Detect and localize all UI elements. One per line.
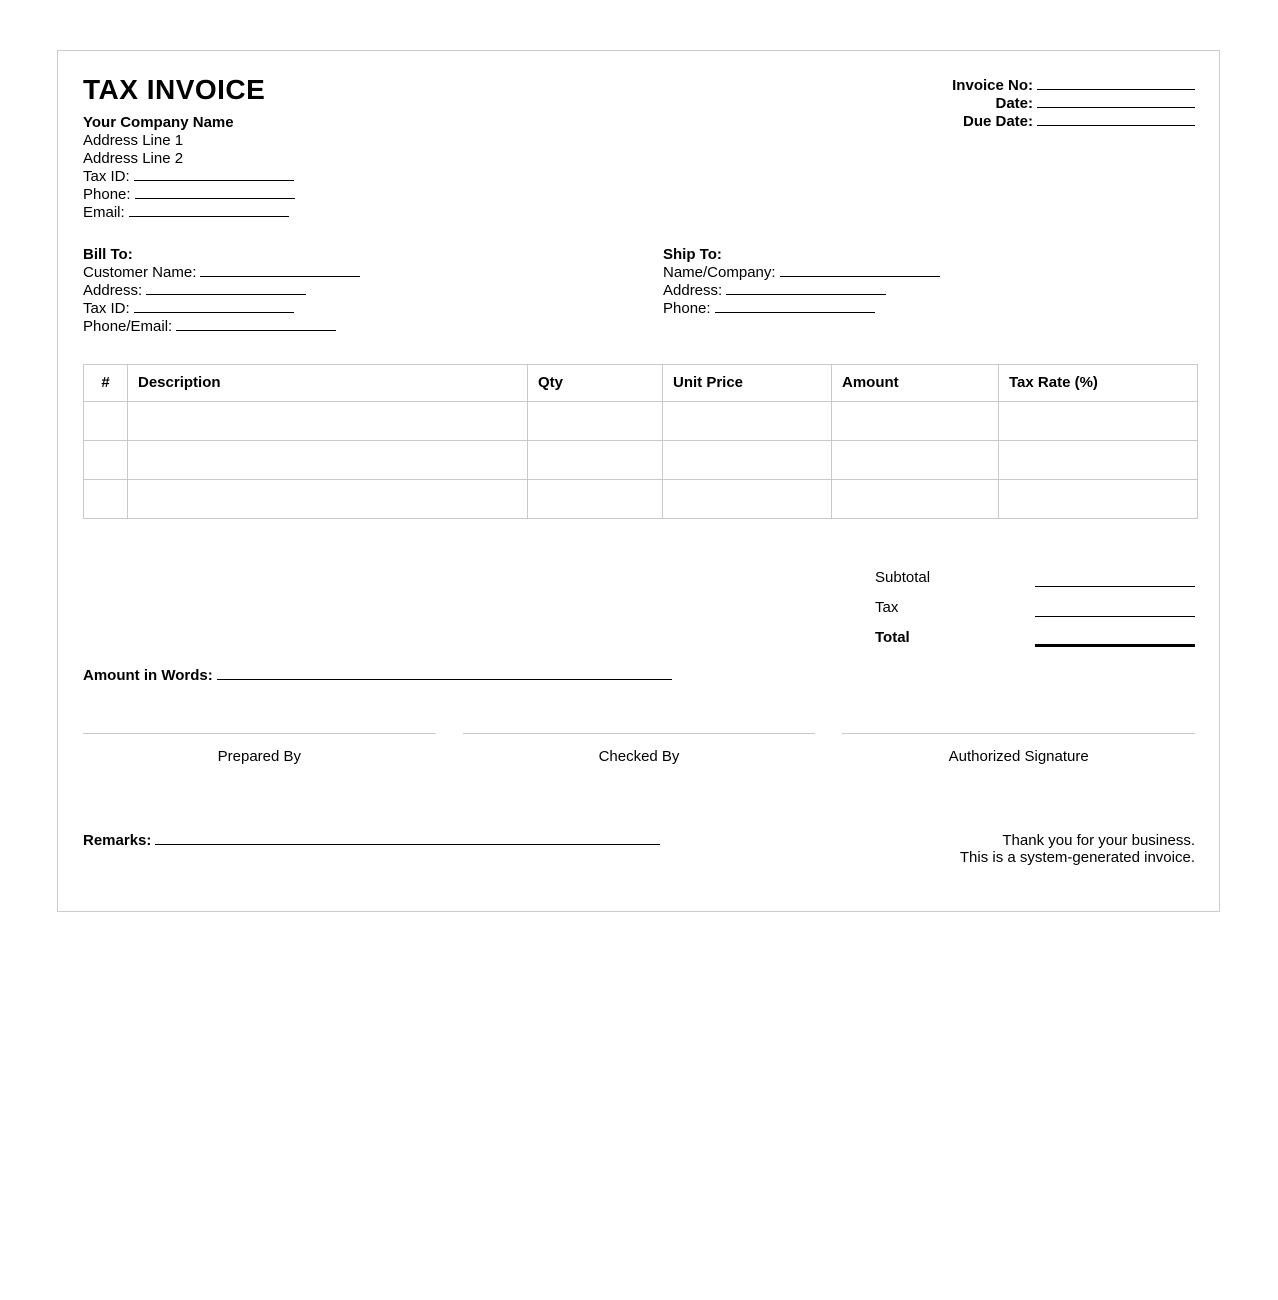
- bill-to-heading: Bill To:: [83, 246, 133, 263]
- invoice-date-blank: [1037, 96, 1195, 108]
- column-header-description: Description: [128, 365, 528, 402]
- header-left: [83, 73, 295, 222]
- column-header-unit-price: Unit Price: [663, 365, 832, 402]
- subtotal-row: [875, 557, 1195, 587]
- authorized-signature: [842, 733, 1195, 766]
- prepared-by-label: Prepared By: [217, 748, 302, 765]
- footer-note-line-2: This is a system-generated invoice.: [959, 849, 1195, 866]
- company-phone-row: [83, 186, 295, 204]
- ship-to-name-label: Name/Company:: [663, 264, 776, 281]
- table-header-row: [84, 365, 1198, 402]
- column-header-number: #: [84, 365, 128, 402]
- subtotal-label: Subtotal: [875, 569, 931, 586]
- total-label: Total: [875, 629, 910, 646]
- ship-to-name-blank: [780, 265, 940, 277]
- bill-to-address-row: [83, 282, 663, 300]
- ship-to-address-label: Address:: [663, 282, 723, 299]
- ship-to-name-row: [663, 264, 940, 282]
- company-phone-label: Phone:: [83, 186, 131, 203]
- remarks-row: [83, 832, 660, 850]
- bill-to-address-label: Address:: [83, 282, 143, 299]
- totals-section: [875, 557, 1195, 647]
- company-tax-id-row: [83, 168, 295, 186]
- invoice-no-label: Invoice No:: [952, 77, 1033, 94]
- invoice-due-date-label: Due Date:: [962, 113, 1033, 130]
- checked-by-signature: [463, 733, 816, 766]
- invoice-date-row: [952, 95, 1195, 113]
- column-header-tax-rate: Tax Rate (%): [999, 365, 1198, 402]
- company-tax-id-blank: [134, 169, 294, 181]
- tax-row: [875, 587, 1195, 617]
- table-cell: [128, 402, 528, 441]
- invoice-no-blank: [1037, 78, 1195, 90]
- ship-to-phone-row: [663, 300, 940, 318]
- bill-to-tax-id-row: [83, 300, 663, 318]
- amount-in-words-row: [83, 667, 1195, 685]
- company-phone-blank: [135, 187, 295, 199]
- table-cell: [528, 441, 663, 480]
- remarks-label: Remarks:: [83, 832, 152, 849]
- invoice-no-row: [952, 77, 1195, 95]
- table-cell: [528, 402, 663, 441]
- remarks-blank: [155, 833, 660, 845]
- total-row: [875, 617, 1195, 647]
- table-cell: [663, 402, 832, 441]
- company-address-line-2: Address Line 2: [83, 150, 184, 167]
- company-tax-id-label: Tax ID:: [83, 168, 130, 185]
- invoice-date-label: Date:: [995, 95, 1033, 112]
- table-cell: [999, 441, 1198, 480]
- ship-to-address-row: [663, 282, 940, 300]
- column-header-qty: Qty: [528, 365, 663, 402]
- authorized-signature-label: Authorized Signature: [948, 748, 1089, 765]
- footer-note-line-1: Thank you for your business.: [1002, 832, 1195, 849]
- company-email-label: Email:: [83, 204, 125, 221]
- column-header-amount: Amount: [832, 365, 999, 402]
- signature-section: [83, 733, 1195, 766]
- invoice-footer: [83, 832, 1195, 866]
- invoice-due-date-row: [952, 113, 1195, 131]
- company-info: [83, 114, 295, 222]
- line-items-table: [83, 364, 1198, 519]
- table-cell: [128, 480, 528, 519]
- bill-to-customer-label: Customer Name:: [83, 264, 197, 281]
- bill-to-customer-row: [83, 264, 663, 282]
- bill-to-phone-email-blank: [176, 319, 336, 331]
- total-blank: [1035, 635, 1195, 647]
- ship-to-phone-label: Phone:: [663, 300, 711, 317]
- amount-in-words-label: Amount in Words:: [83, 667, 213, 684]
- tax-blank: [1035, 605, 1195, 617]
- bill-to-phone-email-label: Phone/Email:: [83, 318, 173, 335]
- bill-to-tax-id-blank: [134, 301, 294, 313]
- bill-to-tax-id-label: Tax ID:: [83, 300, 130, 317]
- ship-to-address-blank: [726, 283, 886, 295]
- table-cell: [84, 441, 128, 480]
- table-cell: [84, 480, 128, 519]
- prepared-by-signature: [83, 733, 436, 766]
- table-cell: [832, 480, 999, 519]
- company-address-line-1: Address Line 1: [83, 132, 184, 149]
- table-cell: [663, 441, 832, 480]
- bill-to-block: [83, 246, 663, 336]
- invoice-page: [57, 50, 1220, 912]
- tax-label: Tax: [875, 599, 899, 616]
- table-cell: [128, 441, 528, 480]
- table-row: [84, 402, 1198, 441]
- amount-in-words-blank: [217, 668, 672, 680]
- page-title: TAX INVOICE: [83, 74, 266, 105]
- ship-to-phone-blank: [715, 301, 875, 313]
- table-cell: [84, 402, 128, 441]
- table-body: [84, 402, 1198, 519]
- ship-to-heading: Ship To:: [663, 246, 722, 263]
- bill-to-address-blank: [146, 283, 306, 295]
- table-row: [84, 441, 1198, 480]
- checked-by-label: Checked By: [598, 748, 680, 765]
- table-row: [84, 480, 1198, 519]
- invoice-due-date-blank: [1037, 114, 1195, 126]
- bill-to-phone-email-row: [83, 318, 663, 336]
- table-cell: [832, 402, 999, 441]
- company-name: Your Company Name: [83, 114, 234, 131]
- invoice-meta: [952, 77, 1195, 131]
- footer-note: [960, 832, 1195, 866]
- company-email-row: [83, 204, 295, 222]
- subtotal-blank: [1035, 575, 1195, 587]
- table-cell: [663, 480, 832, 519]
- table-cell: [999, 402, 1198, 441]
- ship-to-block: [663, 246, 940, 336]
- table-cell: [999, 480, 1198, 519]
- invoice-header: [83, 73, 1195, 222]
- company-email-blank: [129, 205, 289, 217]
- parties-section: [83, 246, 1195, 336]
- table-cell: [832, 441, 999, 480]
- table-cell: [528, 480, 663, 519]
- bill-to-customer-blank: [200, 265, 360, 277]
